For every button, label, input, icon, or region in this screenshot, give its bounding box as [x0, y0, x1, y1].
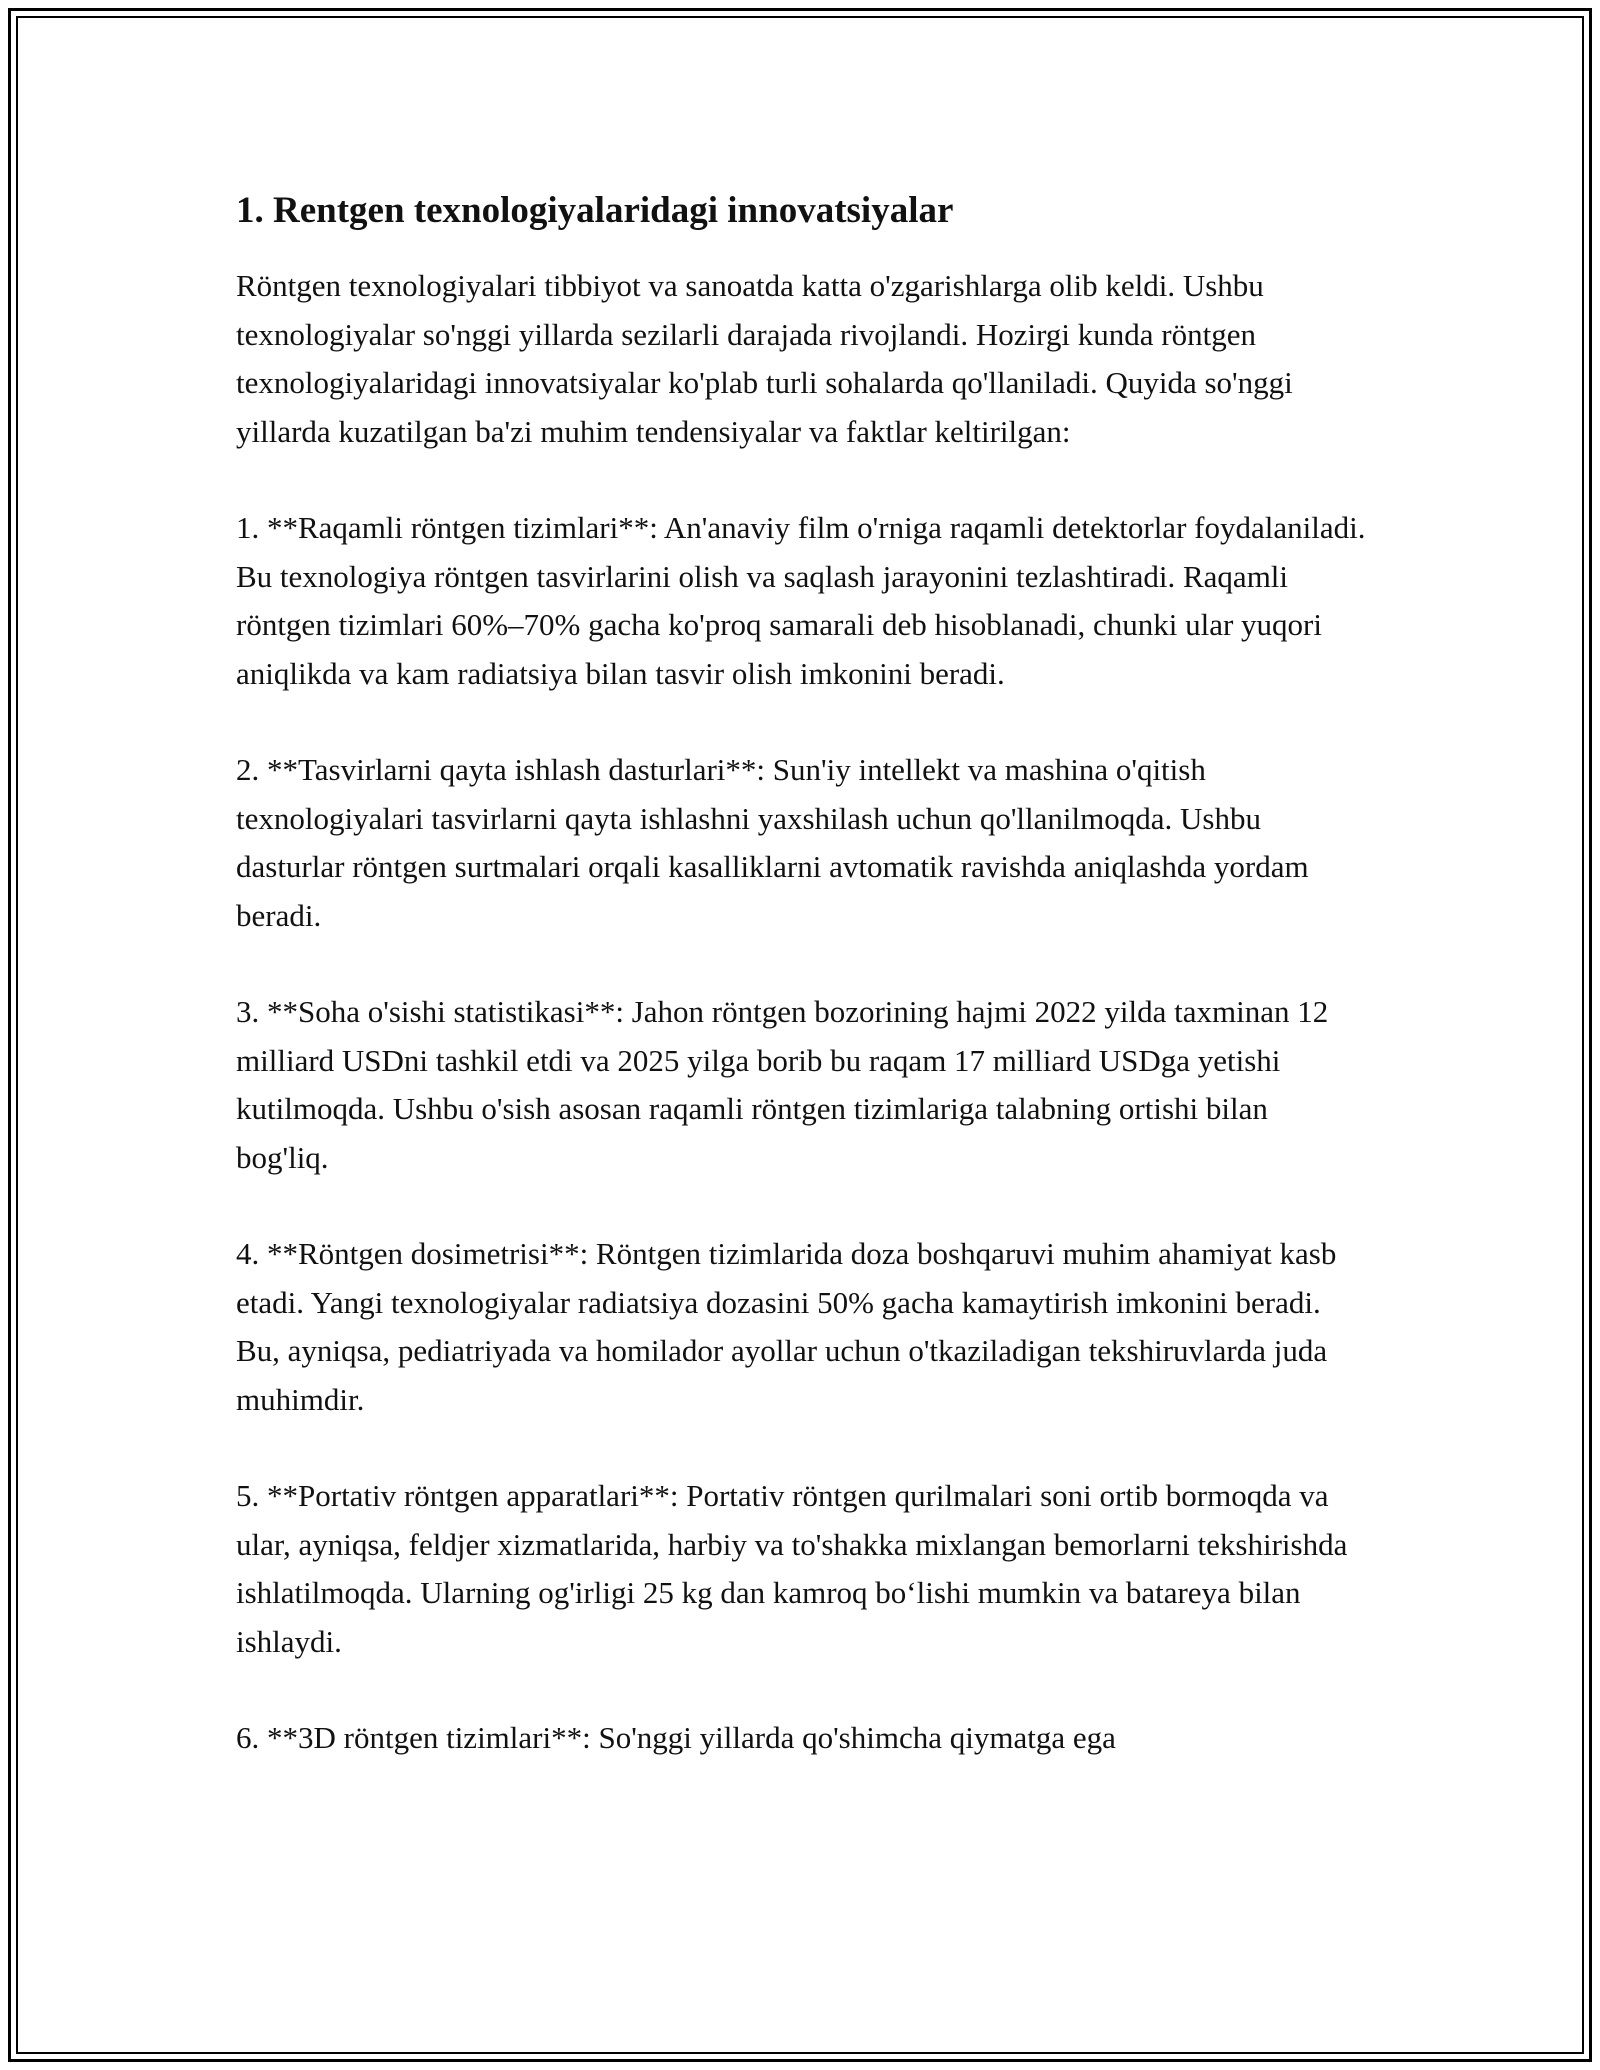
- document-title: 1. Rentgen texnologiyalaridagi innovatsiyalar: [236, 190, 954, 231]
- intro-paragraph: Röntgen texnologiyalari tibbiyot va sanoatda katta o'zgarishlarga olib keldi. Ushbu texnologiyalar so'nggi yillarda sezilarli darajada rivojlandi. Hozirgi kunda röntgen texnologiyalaridagi innovatsiyalar ko'plab turli sohalarda qo'llaniladi. Quyida so'nggi yillarda kuzatilgan ba'zi muhim tendensiyalar va faktlar keltirilgan:: [236, 268, 1293, 449]
- paragraph-digital-xray-systems: 1. **Raqamli röntgen tizimlari**: An'anaviy film o'rniga raqamli detektorlar foydalaniladi. Bu texnologiya röntgen tasvirlarini olish va saqlash jarayonini tezlashtiradi. Raqamli röntgen tizimlari 60%–70% gacha ko'proq samarali deb hisoblanadi, chunki ular yuqori aniqlikda va kam radiatsiya bilan tasvir olish imkonini beradi.: [236, 510, 1366, 691]
- paragraph-3d-xray-systems: 6. **3D röntgen tizimlari**: So'nggi yillarda qo'shimcha qiymatga ega: [236, 1720, 1116, 1755]
- document-body: [236, 186, 1366, 1811]
- paragraph-xray-dosimetry: 4. **Röntgen dosimetrisi**: Röntgen tizimlarida doza boshqaruvi muhim ahamiyat kasb etadi. Yangi texnologiyalar radiatsiya dozasini 50% gacha kamaytirish imkonini beradi. Bu, ayniqsa, pediatriyada va homilador ayollar uchun o'tkaziladigan tekshiruvlarda juda muhimdir.: [236, 1236, 1337, 1417]
- paragraph-portable-xray-devices: 5. **Portativ röntgen apparatlari**: Portativ röntgen qurilmalari soni ortib bormoqda va ular, ayniqsa, feldjer xizmatlarida, harbiy va to'shakka mixlangan bemorlarni tekshirishda ishlatilmoqda. Ularning og'irligi 25 kg dan kamroq boʻlishi mumkin va batareya bilan ishlaydi.: [236, 1478, 1348, 1659]
- paragraph-industry-growth-statistics: 3. **Soha o'sishi statistikasi**: Jahon röntgen bozorining hajmi 2022 yilda taxminan 12 milliard USDni tashkil etdi va 2025 yilga borib bu raqam 17 milliard USDga yetishi kutilmoqda. Ushbu o'sish asosan raqamli röntgen tizimlariga talabning ortishi bilan bog'liq.: [236, 994, 1329, 1175]
- paragraph-image-processing-software: 2. **Tasvirlarni qayta ishlash dasturlari**: Sun'iy intellekt va mashina o'qitish texnologiyalari tasvirlarni qayta ishlashni yaxshilash uchun qo'llanilmoqda. Ushbu dasturlar röntgen surtmalari orqali kasalliklarni avtomatik ravishda aniqlashda yordam beradi.: [236, 752, 1309, 933]
